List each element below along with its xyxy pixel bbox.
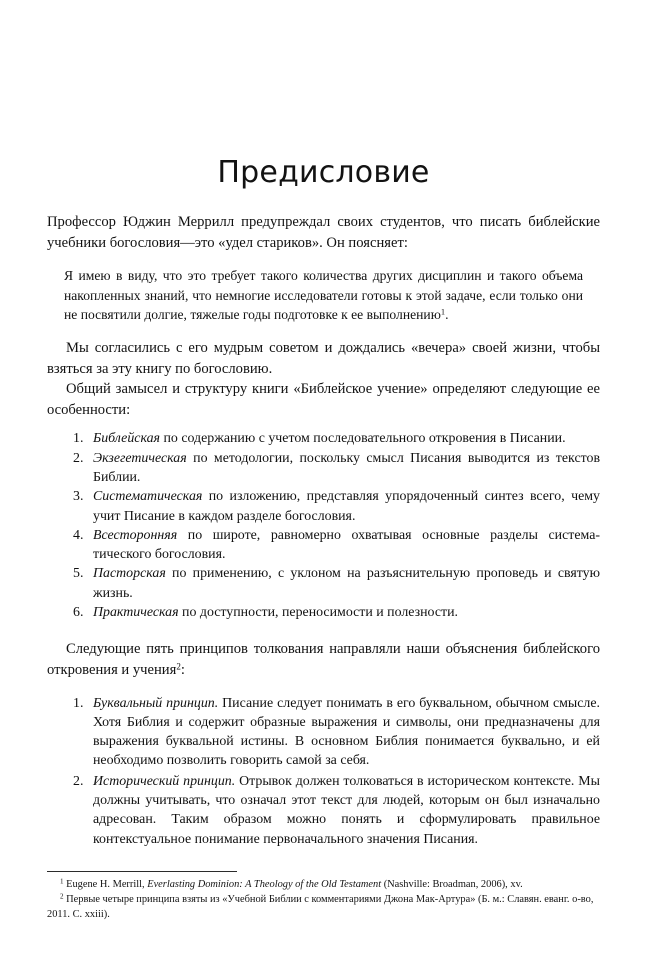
list-item (47, 429, 600, 448)
list-item (47, 449, 600, 488)
list-item-lead: Пасторская (93, 566, 166, 582)
footnote-separator-rule (47, 871, 237, 872)
principles-lead-text: Следующие пять принципов толкования направляли наши объяснения библейского откровения и учения (47, 641, 600, 678)
principles-lead-paragraph (47, 639, 600, 680)
footnote-marker: 1 (60, 877, 64, 886)
footnote-post-italic: (Nashville: Broadman, 2006), xv. (381, 879, 523, 890)
list-item-lead: Всесторонняя (93, 527, 178, 543)
spacer (47, 622, 600, 639)
list-marker: 6. (73, 605, 84, 621)
spacer (47, 420, 600, 429)
list-marker: 5. (73, 566, 84, 582)
list-item (47, 526, 600, 565)
footnotes-section (47, 871, 603, 923)
list-item (47, 564, 600, 603)
list-item-text: по широте, равномерно охватывая основные разделы систематического богословия. (93, 527, 600, 563)
list-item (47, 772, 600, 849)
list-item-lead: Практическая (93, 605, 179, 621)
footnote-pre-italic: Eugene H. Merrill, (63, 879, 148, 890)
list-item-text: по изложению, представляя упорядоченный синтез всего, чему учит Писание в каждом разделе богословия. (93, 489, 600, 524)
list-marker: 1. (73, 695, 84, 711)
features-lead-paragraph: Общий замысел и структуру книги «Библейское учение» определяют следующие ее особенности: (47, 381, 600, 418)
blockquote-merrill (47, 266, 583, 325)
paragraph-after-quote: Мы согласились с его мудрым советом и дождались «вечера» своей жизни, чтобы взяться за эту книгу по богословию. (47, 339, 600, 377)
list-marker: 2. (73, 773, 84, 789)
principles-list (47, 694, 600, 849)
list-item-text: Писание следует понимать в его буквальном, обычном смысле. Хотя Библия и содержит образные выражения и символы, они предназначены для выражения буквальной истины. В основном Библия понимается буквально, и ей необходимо позволить говорить самой за себя. (93, 695, 600, 769)
features-list (47, 429, 600, 622)
body-column (47, 212, 600, 850)
list-marker: 4. (73, 527, 84, 543)
list-item-lead: Исторический принцип. (93, 773, 236, 789)
list-item (47, 487, 600, 526)
list-item (47, 603, 600, 622)
blockquote-text: Я имею в виду, что это требует такого количества других дисциплин и такого объема накопленных знаний, что немногие исследователи готовы к этой задаче, если только они не посвятили долгие, тяжелые годы подготовке к ее выполнению (64, 268, 583, 323)
list-item-lead: Систематическая (93, 489, 203, 505)
list-item-lead: Экзегетическая (93, 450, 187, 466)
spacer (47, 253, 600, 266)
list-marker: 3. (73, 489, 84, 505)
intro-paragraph: Профессор Юджин Меррилл предупреждал своих студентов, что писать библейские учебники богословия—это «удел стариков». Он поясняет: (47, 214, 600, 251)
footnote-2 (47, 893, 603, 922)
blockquote-trailing: . (445, 307, 449, 323)
list-item-text: по содержанию с учетом последовательного откровения в Писании. (160, 431, 566, 447)
spacer (47, 681, 600, 694)
principles-lead-trailing: : (180, 661, 185, 678)
list-item-lead: Буквальный принцип. (93, 695, 219, 711)
list-item-text: Отрывок должен толковаться в историческом контексте. Мы должны учитывать, что означал этот текст для людей, которым он был изначально адресован. Таким образом можно понять и сформулировать правильное контекстуальное понимание первоначального значения Писания. (93, 773, 600, 847)
list-item-text: по доступности, переносимости и полезности. (178, 605, 458, 621)
footnote-marker: 2 (60, 892, 64, 901)
list-marker: 1. (73, 431, 84, 447)
list-item-text: по применению, с уклоном на разъяснительную проповедь и святую жизнь. (93, 566, 600, 601)
footnote-pre-italic: Первые четыре принципа взяты из «Учебной Библии с комментариями Джона Мак-Артура» (Б. м.: Славян. еванг. о-во, 2011. С. xxiii). (47, 894, 594, 920)
spacer (47, 325, 600, 338)
footnote-ref-2[interactable]: 2 (176, 661, 181, 672)
footnote-ref-1[interactable]: 1 (440, 307, 446, 317)
footnote-1 (47, 878, 603, 892)
footnote-title-italic: Everlasting Dominion: A Theology of the Old Testament (147, 879, 382, 890)
list-item-text: по методологии, поскольку смысл Писания выводится из текстов Библии. (93, 450, 600, 485)
page-title: Предисловие (217, 155, 430, 191)
list-marker: 2. (73, 450, 84, 466)
list-item-lead: Библейская (93, 431, 161, 447)
list-item (47, 694, 600, 771)
